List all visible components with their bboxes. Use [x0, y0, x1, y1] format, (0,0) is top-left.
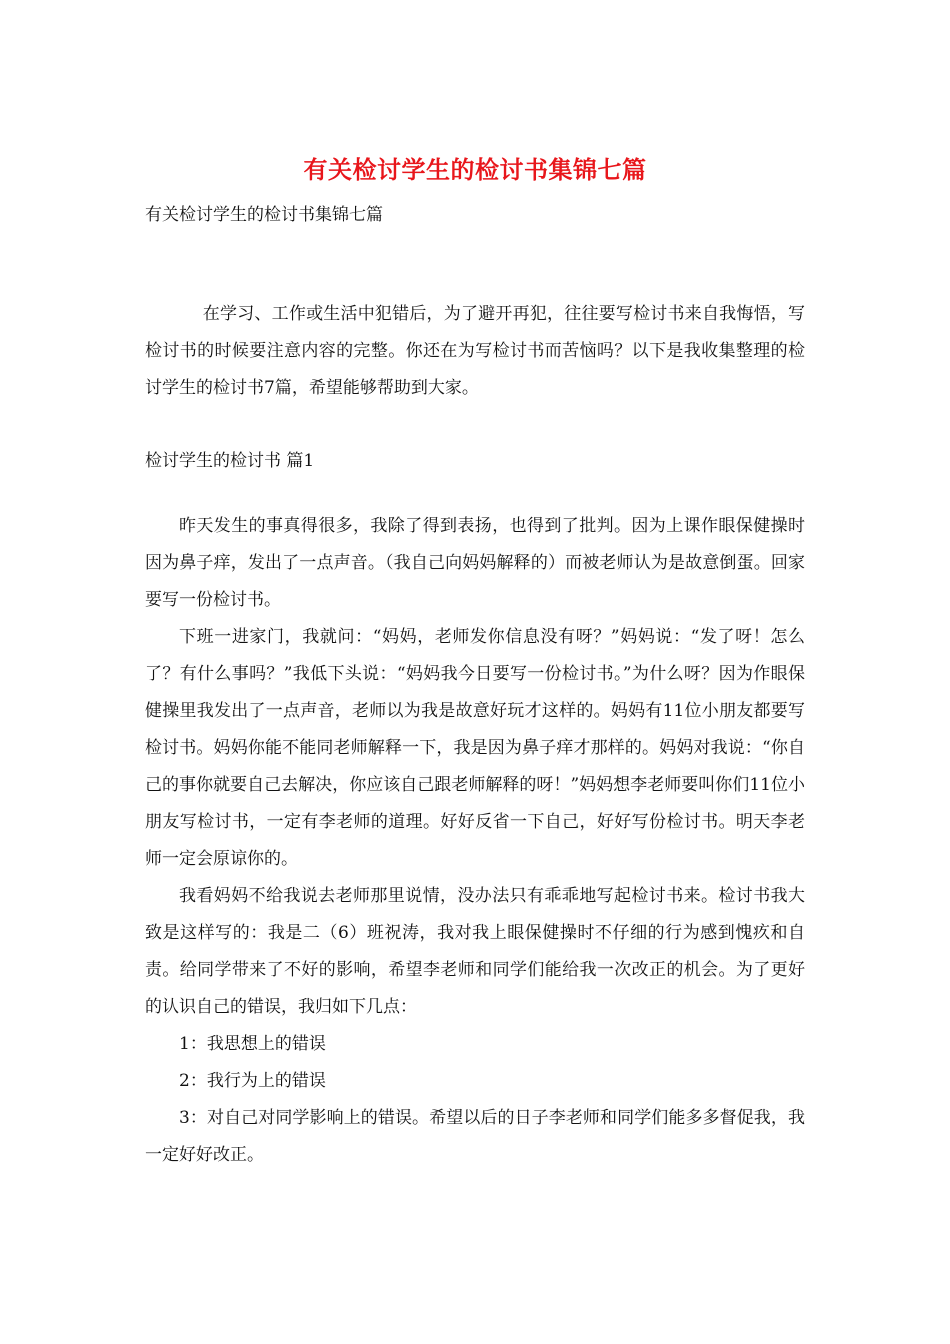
list-item: 1：我思想上的错误: [179, 1034, 326, 1054]
body-paragraph: 我看妈妈不给我说去老师那里说情，没办法只有乖乖地写起检讨书来。检讨书我大致是这样写的：我是二（6）班祝涛，我对我上眼保健操时不仔细的行为感到愧疚和自责。给同学带来了不好的影响，希望李老师和同学们能给我一次改正的机会。为了更好的认识自己的错误，我归如下几点：: [145, 886, 805, 1017]
intro-block: [145, 296, 805, 407]
document-subtitle: 有关检讨学生的检讨书集锦七篇: [145, 205, 383, 225]
body-paragraph: 下班一进家门，我就问：“妈妈，老师发你信息没有呀？”妈妈说：“发了呀！怎么了？有什么事吗？”我低下头说：“妈妈我今日要写一份检讨书。”为什么呀？因为作眼保健操里我发出了一点声音，老师以为我是故意好玩才这样的。妈妈有11位小朋友都要写检讨书。妈妈你能不能同老师解释一下，我是因为鼻子痒才那样的。妈妈对我说：“你自己的事你就要自己去解决，你应该自己跟老师解释的呀！”妈妈想李老师要叫你们11位小朋友写检讨书，一定有李老师的道理。好好反省一下自己，好好写份检讨书。明天李老师一定会原谅你的。: [145, 627, 805, 869]
section-heading: 检讨学生的检讨书 篇1: [145, 451, 315, 471]
list-item: 2：我行为上的错误: [179, 1071, 326, 1091]
document-title: 有关检讨学生的检讨书集锦七篇: [303, 155, 647, 184]
intro-paragraph: 在学习、工作或生活中犯错后，为了避开再犯，往往要写检讨书来自我悔悟，写检讨书的时候要注意内容的完整。你还在为写检讨书而苦恼吗？以下是我收集整理的检讨学生的检讨书7篇，希望能够帮助到大家。: [145, 304, 805, 398]
body-block: [145, 508, 805, 1174]
list-item: 3：对自己对同学影响上的错误。希望以后的日子李老师和同学们能多多督促我，我一定好好改正。: [145, 1108, 805, 1165]
body-paragraph: 昨天发生的事真得很多，我除了得到表扬，也得到了批判。因为上课作眼保健操时因为鼻子痒，发出了一点声音。（我自己向妈妈解释的）而被老师认为是故意倒蛋。回家要写一份检讨书。: [145, 516, 805, 610]
